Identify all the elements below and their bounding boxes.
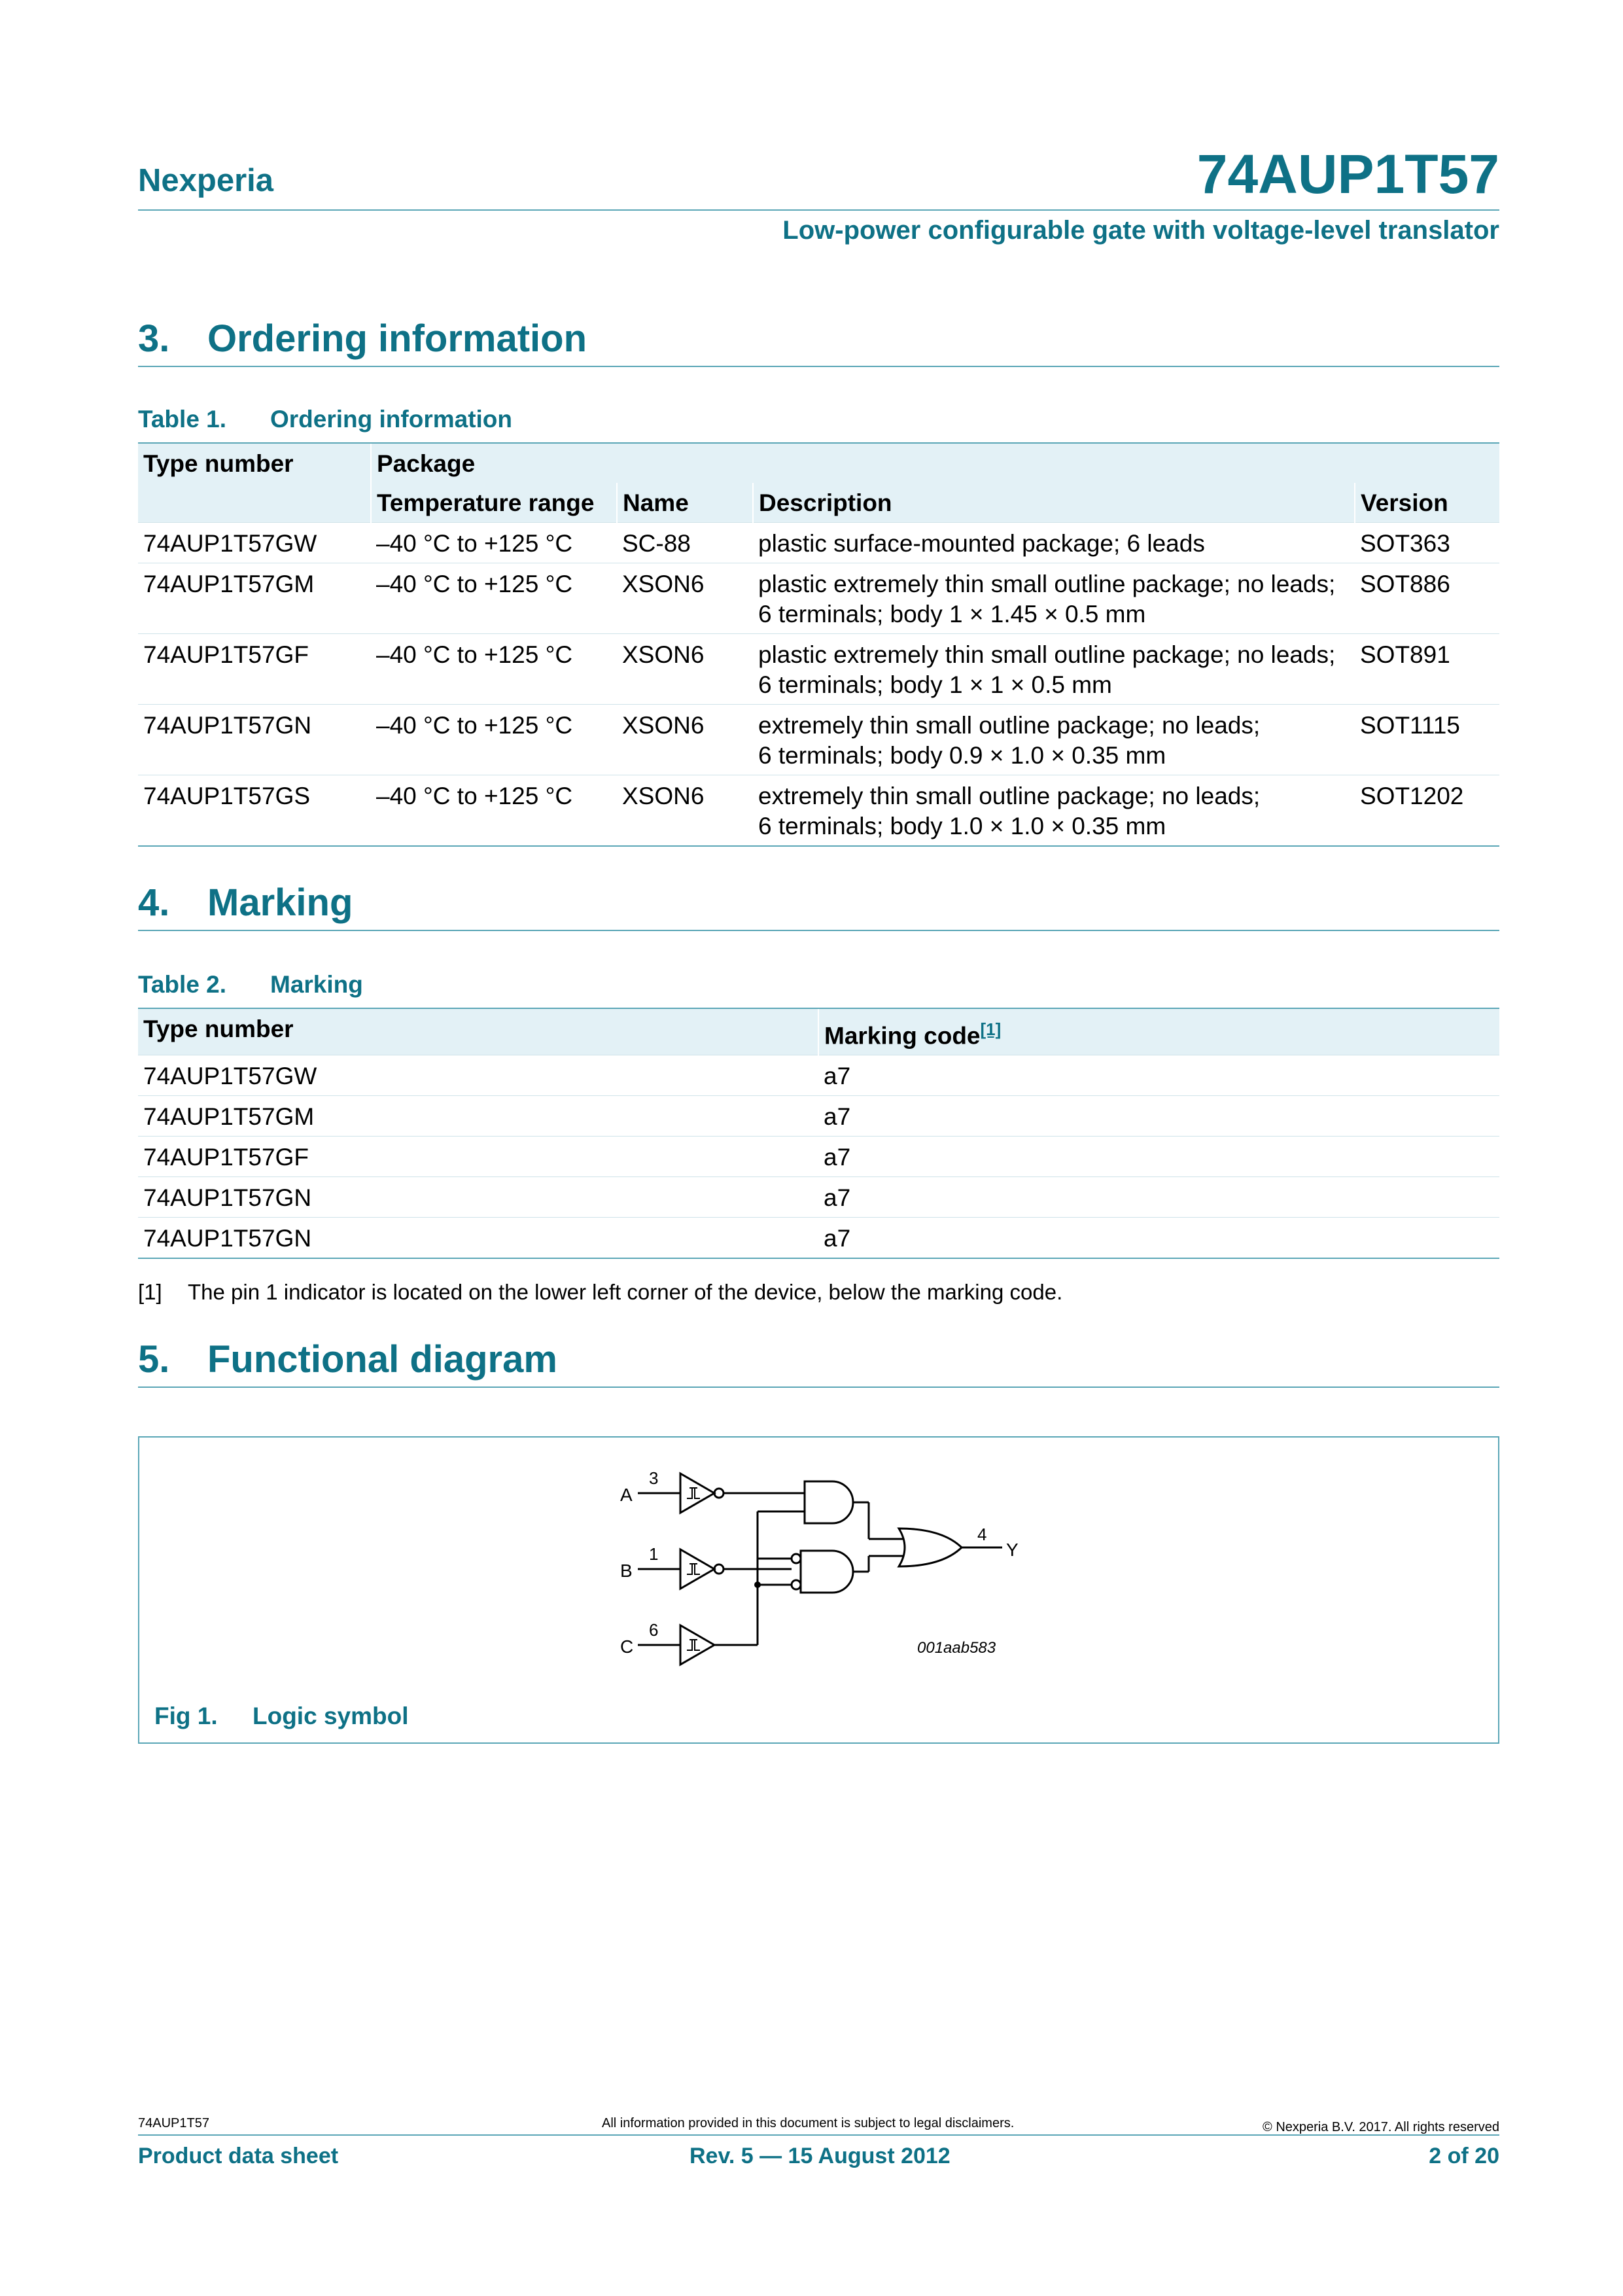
- cell-version: SOT1202: [1355, 775, 1499, 847]
- cell-type-number: 74AUP1T57GM: [138, 1096, 818, 1137]
- description-line: 6 terminals; body 0.9 × 1.0 × 0.35 mm: [758, 742, 1166, 769]
- section-title: Ordering information: [207, 317, 587, 360]
- description-line: plastic extremely thin small outline package; no leads;: [758, 641, 1336, 668]
- header-name: Name: [617, 483, 753, 523]
- cell-description: [753, 775, 1355, 847]
- part-number: 74AUP1T57: [1196, 143, 1499, 205]
- cell-description: [753, 705, 1355, 775]
- footer-page-number: 2 of 20: [1429, 2144, 1499, 2168]
- table-footnote: [138, 1280, 1062, 1305]
- section-heading-ordering: [138, 317, 1499, 367]
- table-label: Table 1.: [138, 406, 227, 433]
- footer-doc-id: 74AUP1T57: [138, 2116, 209, 2130]
- description-line: 6 terminals; body 1 × 1.45 × 0.5 mm: [758, 601, 1146, 627]
- section-title: Marking: [207, 881, 353, 924]
- cell-type-number: 74AUP1T57GN: [138, 1218, 818, 1259]
- table-caption-text: Marking: [270, 971, 363, 998]
- table-row: [138, 705, 1499, 775]
- table-row: [138, 1137, 1499, 1177]
- cell-marking-code: a7: [818, 1218, 1499, 1259]
- table-row: [138, 563, 1499, 634]
- cell-temperature: –40 °C to +125 °C: [371, 523, 617, 563]
- header-type-number: Type number: [138, 1008, 818, 1055]
- figure-label: Fig 1.: [154, 1703, 218, 1729]
- header-description: Description: [753, 483, 1355, 523]
- footer-divider: [138, 2134, 1499, 2136]
- header-marking-code: [818, 1008, 1499, 1055]
- inverter-bubble: [792, 1580, 801, 1589]
- footnote-link[interactable]: [1]: [980, 1019, 1002, 1039]
- cell-type-number: 74AUP1T57GW: [138, 1055, 818, 1096]
- header-type-number: Type number: [138, 443, 371, 523]
- document-subtitle: Low-power configurable gate with voltage-level translator: [782, 216, 1499, 245]
- description-line: extremely thin small outline package; no leads;: [758, 712, 1261, 739]
- section-number: 4.: [138, 881, 170, 924]
- output-y-label: Y: [1006, 1540, 1019, 1560]
- header-package: Package: [371, 443, 1499, 483]
- and-gate-1: [805, 1481, 853, 1523]
- cell-marking-code: a7: [818, 1177, 1499, 1218]
- table-row: [138, 523, 1499, 563]
- pin-y-number: 4: [977, 1525, 987, 1544]
- cell-package-name: XSON6: [617, 775, 753, 847]
- or-gate: [899, 1528, 962, 1566]
- cell-temperature: –40 °C to +125 °C: [371, 775, 617, 847]
- table2-caption: [138, 971, 363, 998]
- cell-temperature: –40 °C to +125 °C: [371, 705, 617, 775]
- table-row: [138, 1096, 1499, 1137]
- cell-package-name: XSON6: [617, 705, 753, 775]
- cell-type-number: 74AUP1T57GN: [138, 1177, 818, 1218]
- cell-package-name: XSON6: [617, 563, 753, 634]
- ordering-information-table: [138, 442, 1499, 847]
- marking-table: [138, 1008, 1499, 1259]
- pin-c-number: 6: [649, 1620, 659, 1640]
- footer-revision: Rev. 5 — 15 August 2012: [689, 2144, 951, 2168]
- description-line: plastic extremely thin small outline package; no leads;: [758, 571, 1336, 597]
- cell-version: SOT363: [1355, 523, 1499, 563]
- schmitt-buffer-b: [680, 1549, 714, 1589]
- cell-temperature: –40 °C to +125 °C: [371, 634, 617, 705]
- header-version: Version: [1355, 483, 1499, 523]
- section-heading-functional-diagram: [138, 1337, 1499, 1388]
- input-c-label: C: [620, 1636, 634, 1657]
- section-title: Functional diagram: [207, 1338, 557, 1381]
- hysteresis-icon: [687, 1488, 700, 1498]
- cell-type-number: 74AUP1T57GW: [138, 523, 371, 563]
- schmitt-buffer-c: [680, 1625, 714, 1665]
- table-row: [138, 1218, 1499, 1259]
- input-a-label: A: [620, 1485, 633, 1505]
- footnote-ref: [1]: [138, 1280, 162, 1304]
- footer-copyright: © Nexperia B.V. 2017. All rights reserved: [1263, 2120, 1499, 2134]
- cell-type-number: 74AUP1T57GF: [138, 634, 371, 705]
- cell-type-number: 74AUP1T57GM: [138, 563, 371, 634]
- table-row: [138, 1177, 1499, 1218]
- header-divider: [138, 209, 1499, 211]
- pin-a-number: 3: [649, 1468, 659, 1488]
- cell-type-number: 74AUP1T57GN: [138, 705, 371, 775]
- section-number: 3.: [138, 317, 170, 360]
- schmitt-buffer-a: [680, 1474, 714, 1513]
- section-number: 5.: [138, 1338, 170, 1381]
- cell-version: SOT891: [1355, 634, 1499, 705]
- table-caption-text: Ordering information: [270, 406, 512, 433]
- cell-description: [753, 523, 1355, 563]
- cell-type-number: 74AUP1T57GF: [138, 1137, 818, 1177]
- inverter-bubble: [792, 1554, 801, 1563]
- table-row: [138, 1055, 1499, 1096]
- figure-caption-text: Logic symbol: [253, 1703, 409, 1729]
- cell-marking-code: a7: [818, 1137, 1499, 1177]
- hysteresis-icon: [687, 1564, 700, 1574]
- table-label: Table 2.: [138, 971, 227, 998]
- cell-marking-code: a7: [818, 1055, 1499, 1096]
- description-line: 6 terminals; body 1 × 1 × 0.5 mm: [758, 671, 1112, 698]
- table1-caption: [138, 406, 512, 433]
- cell-description: [753, 563, 1355, 634]
- cell-package-name: XSON6: [617, 634, 753, 705]
- brand-name: Nexperia: [138, 163, 274, 198]
- section-heading-marking: [138, 881, 1499, 931]
- junction-dot: [754, 1581, 761, 1588]
- footer-doc-type: Product data sheet: [138, 2144, 339, 2168]
- cell-package-name: SC-88: [617, 523, 753, 563]
- table-row: [138, 775, 1499, 847]
- figure-code: 001aab583: [917, 1639, 996, 1657]
- description-line: extremely thin small outline package; no leads;: [758, 783, 1261, 809]
- cell-marking-code: a7: [818, 1096, 1499, 1137]
- footnote-text: The pin 1 indicator is located on the lower left corner of the device, below the marking code.: [188, 1280, 1063, 1304]
- and-gate-2: [801, 1551, 853, 1593]
- cell-type-number: 74AUP1T57GS: [138, 775, 371, 847]
- input-b-label: B: [620, 1561, 633, 1581]
- hysteresis-icon: [687, 1640, 700, 1650]
- logic-symbol-diagram: [589, 1453, 1086, 1669]
- footer-disclaimer: All information provided in this document is subject to legal disclaimers.: [602, 2116, 1015, 2130]
- cell-version: SOT886: [1355, 563, 1499, 634]
- description-line: plastic surface-mounted package; 6 leads: [758, 530, 1205, 557]
- header-temperature-range: Temperature range: [371, 483, 617, 523]
- marking-code-label: Marking code: [824, 1022, 981, 1050]
- description-line: 6 terminals; body 1.0 × 1.0 × 0.35 mm: [758, 813, 1166, 839]
- cell-temperature: –40 °C to +125 °C: [371, 563, 617, 634]
- cell-description: [753, 634, 1355, 705]
- pin-b-number: 1: [649, 1544, 659, 1564]
- figure-caption: [154, 1703, 408, 1730]
- table-row: [138, 634, 1499, 705]
- cell-version: SOT1115: [1355, 705, 1499, 775]
